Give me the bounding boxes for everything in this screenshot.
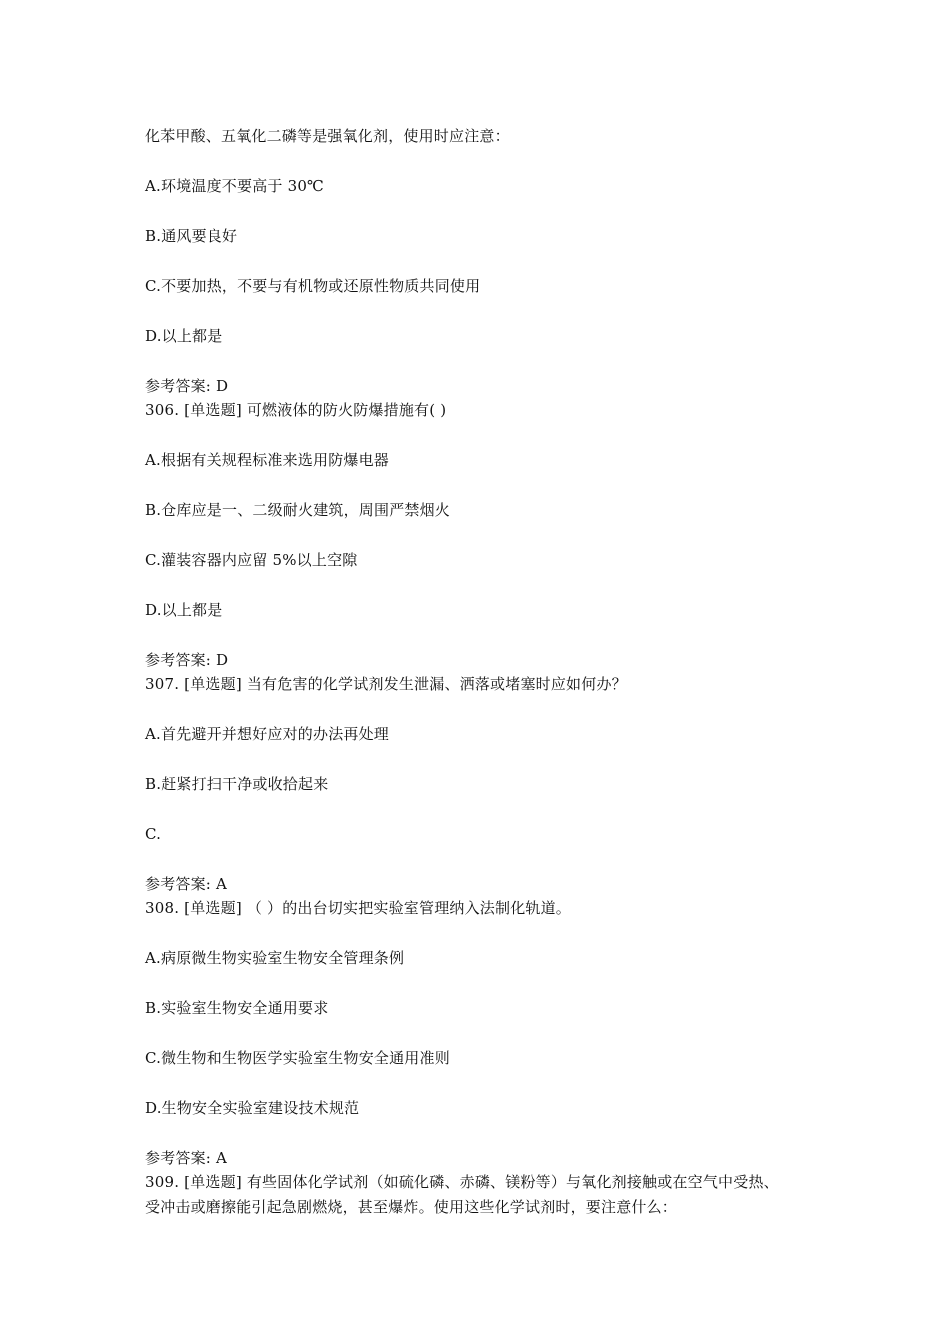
question-308-answer: 参考答案: A [145,1149,228,1167]
question-309-stem-line2: 受冲击或磨擦能引起急剧燃烧，甚至爆炸。使用这些化学试剂时，要注意什么： [145,1198,678,1216]
question-306-option-c: C.灌装容器内应留 5%以上空隙 [145,551,358,569]
question-306-option-b: B.仓库应是一、二级耐火建筑，周围严禁烟火 [145,501,450,519]
question-307-option-b: B.赶紧打扫干净或收拾起来 [145,775,329,793]
question-306-answer: 参考答案: D [145,651,229,669]
question-308-option-c: C.微生物和生物医学实验室生物安全通用准则 [145,1049,450,1067]
question-306-option-a: A.根据有关规程标准来选用防爆电器 [145,451,390,469]
question-309-stem-line1: 309. [单选题] 有些固体化学试剂（如硫化磷、赤磷、镁粉等）与氧化剂接触或在空气中受热、 [145,1173,779,1191]
question-307-answer: 参考答案: A [145,875,228,893]
question-308-option-b: B.实验室生物安全通用要求 [145,999,329,1017]
question-305-option-c: C.不要加热，不要与有机物或还原性物质共同使用 [145,277,481,295]
question-308-stem: 308. [单选题] （ ）的出台切实把实验室管理纳入法制化轨道。 [145,899,572,917]
question-307-stem: 307. [单选题] 当有危害的化学试剂发生泄漏、洒落或堵塞时应如何办？ [145,675,627,693]
question-307-option-c: C. [145,825,162,843]
question-305-stem: 化苯甲酸、五氧化二磷等是强氧化剂，使用时应注意： [145,127,510,145]
question-305-answer: 参考答案: D [145,377,229,395]
question-305-option-a: A.环境温度不要高于 30℃ [145,177,325,195]
question-305-option-d: D.以上都是 [145,327,223,345]
question-308-option-a: A.病原微生物实验室生物安全管理条例 [145,949,405,967]
question-306-stem: 306. [单选题] 可燃液体的防火防爆措施有( ) [145,401,447,419]
question-307-option-a: A.首先避开并想好应对的办法再处理 [145,725,390,743]
question-308-option-d: D.生物安全实验室建设技术规范 [145,1099,360,1117]
question-305-option-b: B.通风要良好 [145,227,238,245]
question-306-option-d: D.以上都是 [145,601,223,619]
